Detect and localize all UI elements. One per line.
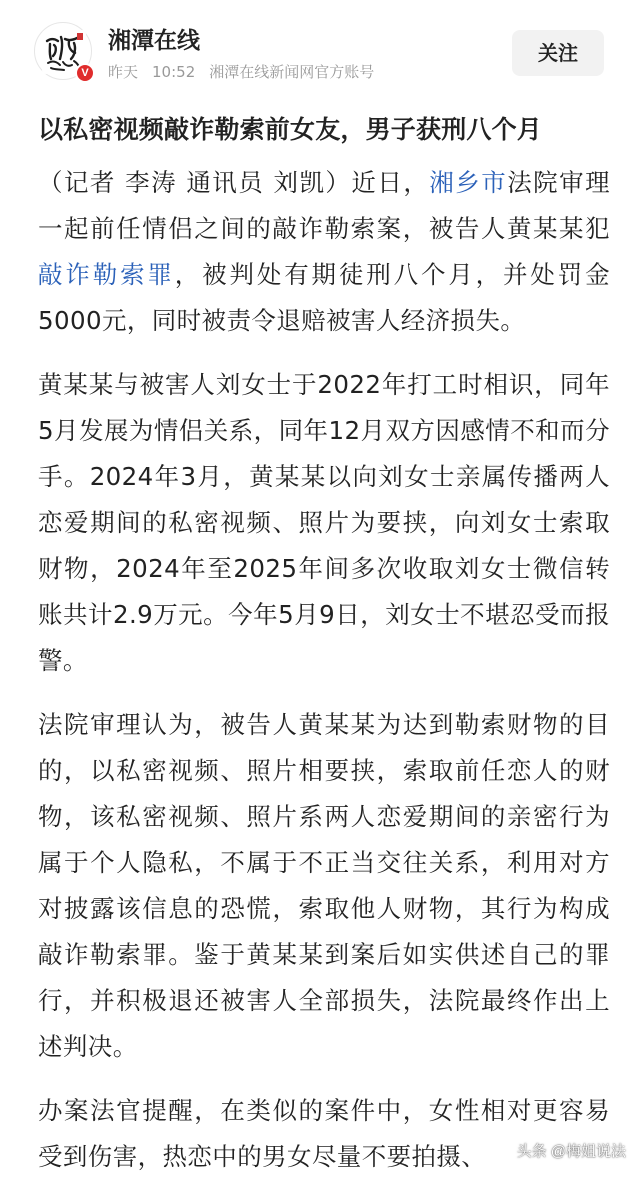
avatar[interactable] [34, 22, 92, 80]
post-meta [108, 62, 374, 82]
paragraph-text: （记者 李涛 通讯员 刘凯）近日， [38, 168, 430, 197]
article-paragraph-1 [38, 160, 610, 344]
link-xiangxiang-city[interactable]: 湘乡市 [429, 168, 508, 197]
publish-day: 昨天 [108, 63, 139, 81]
article-paragraph-2: 黄某某与被害人刘女士于2022年打工时相识，同年5月发展为情侣关系，同年12月双方因感情不和而分手。2024年3月，黄某某以向刘女士亲属传播两人恋爱期间的私密视频、照片为要挟，向刘女士索取财物，2024年至2025年间多次收取刘女士微信转账共计2.9万元。今年5月9日，刘女士不堪忍受而报警。 [38, 370, 610, 675]
link-extortion-crime[interactable]: 敲诈勒索罪 [38, 260, 175, 289]
paragraph-text: ，被判处有期徒刑八个月，并处罚金5000元，同时被责令退赔被害人经济损失。 [38, 260, 610, 335]
watermark: 头条 @梅姐说法 [516, 1143, 626, 1160]
article-title: 以私密视频敲诈勒索前女友，男子获刑八个月 [38, 115, 543, 144]
article-body [38, 108, 610, 1180]
follow-button[interactable]: 关注 [512, 30, 604, 76]
article-paragraph-4: 办案法官提醒，在类似的案件中，女性相对更容易受到伤害，热恋中的男女尽量不要拍摄、 [38, 1096, 610, 1171]
author-name[interactable]: 湘潭在线 [108, 28, 200, 54]
publish-time: 10:52 [152, 63, 196, 81]
article-paragraph-3: 法院审理认为，被告人黄某某为达到勒索财物的目的，以私密视频、照片相要挟，索取前任恋人的财物，该私密视频、照片系两人恋爱期间的亲密行为属于个人隐私，不属于不正当交往关系，利用对方对披露该信息的恐慌，索取他人财物，其行为构成敲诈勒索罪。鉴于黄某某到案后如实供述自己的罪行，并积极退还被害人全部损失，法院最终作出上述判决。 [38, 710, 610, 1061]
account-description: 湘潭在线新闻网官方账号 [209, 63, 375, 81]
paragraph-text: 法院审理一起前任情侣之间的敲诈勒索案，被告人黄某某犯 [38, 168, 611, 243]
article-header [0, 0, 640, 100]
verified-badge-icon: V [75, 63, 95, 83]
